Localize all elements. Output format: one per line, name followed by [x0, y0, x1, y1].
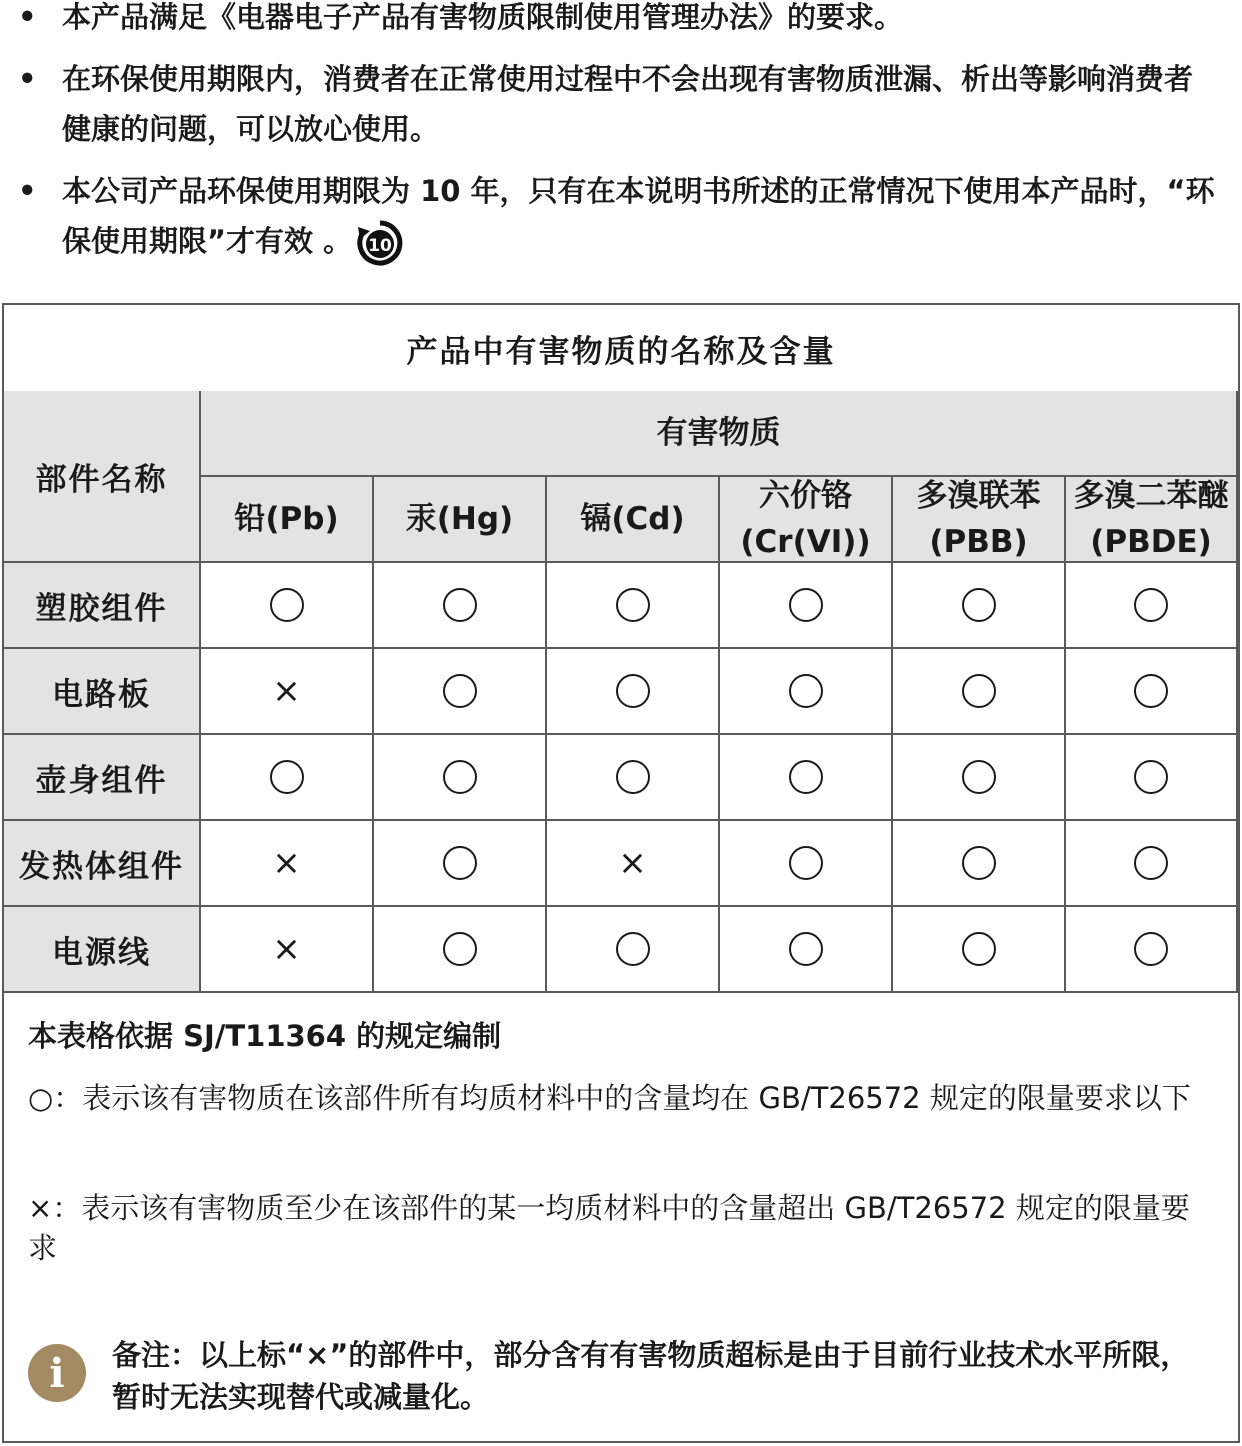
bullet-text	[62, 166, 1222, 267]
column-header	[1066, 477, 1238, 563]
compliant-circle-mark	[616, 588, 650, 622]
column-header-line1: 汞(Hg)	[405, 501, 514, 537]
table-cell	[374, 821, 547, 907]
table-cell	[547, 821, 720, 907]
table-cell	[1066, 563, 1238, 649]
notes-title: 本表格依据 SJ/T11364 的规定编制	[28, 1019, 502, 1053]
table-cell	[720, 563, 893, 649]
table-cell	[374, 563, 547, 649]
compliant-circle-mark	[962, 674, 996, 708]
table-cell	[547, 907, 720, 993]
compliant-circle-mark	[270, 588, 304, 622]
column-header-line1: 六价铬	[759, 478, 852, 514]
table-cell	[547, 563, 720, 649]
compliant-circle-mark	[1134, 588, 1168, 622]
bullet-dot: •	[18, 0, 37, 34]
table-cell	[201, 649, 374, 735]
table-cell	[547, 735, 720, 821]
table-cell	[374, 649, 547, 735]
row-part-name: 发热体组件	[4, 821, 201, 907]
column-header	[374, 477, 547, 563]
eco-label-text: 10	[368, 236, 392, 256]
table-cell	[893, 649, 1066, 735]
remark-text: 备注：以上标“×”的部件中，部分含有有害物质超标是由于目前行业技术水平所限，暂时无法实现替代或减量化。	[112, 1338, 1190, 1414]
table-title: 产品中有害物质的名称及含量	[4, 305, 1238, 393]
exceeds-cross-mark: ×	[618, 843, 647, 883]
table-cell	[201, 563, 374, 649]
table-cell	[201, 735, 374, 821]
compliant-circle-mark	[270, 760, 304, 794]
table-cell	[893, 735, 1066, 821]
table-cell	[1066, 735, 1238, 821]
column-header	[547, 477, 720, 563]
table-cell	[201, 821, 374, 907]
column-header-line1: 铅(Pb)	[234, 501, 339, 537]
column-header-line2: (PBB)	[929, 524, 1028, 560]
compliant-circle-mark	[789, 674, 823, 708]
circle-note: ○：表示该有害物质在该部件所有均质材料中的含量均在 GB/T26572 规定的限量要求以下	[28, 1081, 1191, 1115]
compliant-circle-mark	[443, 674, 477, 708]
compliant-circle-mark	[962, 932, 996, 966]
exceeds-cross-mark: ×	[272, 843, 301, 883]
column-header-line1: 多溴二苯醚	[1073, 478, 1229, 514]
exceeds-cross-mark: ×	[272, 671, 301, 711]
part-name-header: 部件名称	[4, 391, 201, 563]
row-part-name: 电路板	[4, 649, 201, 735]
column-header-line2: (Cr(VI))	[740, 524, 871, 560]
compliant-circle-mark	[789, 760, 823, 794]
column-header	[893, 477, 1066, 563]
compliant-circle-mark	[616, 760, 650, 794]
column-header	[201, 477, 374, 563]
compliant-circle-mark	[443, 760, 477, 794]
compliant-circle-mark	[1134, 846, 1168, 880]
table-cell	[374, 735, 547, 821]
bullet-text: 在环保使用期限内，消费者在正常使用过程中不会出现有害物质泄漏、析出等影响消费者健康的问题，可以放心使用。	[62, 62, 1194, 146]
row-part-name: 电源线	[4, 907, 201, 993]
table-cell	[201, 907, 374, 993]
compliant-circle-mark	[789, 588, 823, 622]
info-icon: i	[28, 1344, 86, 1402]
table-cell	[893, 563, 1066, 649]
column-header-line1: 多溴联苯	[916, 478, 1041, 514]
table-cell	[720, 735, 893, 821]
table-cell	[1066, 907, 1238, 993]
row-part-name: 塑胶组件	[4, 563, 201, 649]
table-cell	[720, 907, 893, 993]
bullet-dot: •	[18, 62, 37, 96]
row-part-name: 壶身组件	[4, 735, 201, 821]
compliant-circle-mark	[443, 932, 477, 966]
table-cell	[1066, 821, 1238, 907]
compliant-circle-mark	[789, 932, 823, 966]
table-cell	[1066, 649, 1238, 735]
table-cell	[893, 821, 1066, 907]
compliant-circle-mark	[962, 760, 996, 794]
column-header	[720, 477, 893, 563]
eco-10-year-icon	[356, 219, 404, 267]
bullet-dot: •	[18, 174, 37, 208]
table-cell	[547, 649, 720, 735]
bullet-text-content: 本公司产品环保使用期限为 10 年，只有在本说明书所述的正常情况下使用本产品时，“环保使用期限”才有效 。	[62, 174, 1215, 258]
column-header-line1: 镉(Cd)	[580, 501, 685, 537]
compliant-circle-mark	[616, 674, 650, 708]
compliant-circle-mark	[789, 846, 823, 880]
table-cell	[893, 907, 1066, 993]
cross-note: ×：表示该有害物质至少在该部件的某一均质材料中的含量超出 GB/T26572 规定的限量要求	[28, 1191, 1190, 1265]
compliant-circle-mark	[1134, 674, 1168, 708]
bullet-text: 本产品满足《电器电子产品有害物质限制使用管理办法》的要求。	[62, 0, 904, 34]
table-cell	[720, 649, 893, 735]
column-header-line2: (PBDE)	[1090, 524, 1212, 560]
hazardous-substance-table	[2, 303, 1240, 1443]
compliant-circle-mark	[1134, 932, 1168, 966]
compliant-circle-mark	[443, 588, 477, 622]
substance-header: 有害物质	[201, 391, 1238, 477]
exceeds-cross-mark: ×	[272, 929, 301, 969]
compliant-circle-mark	[443, 846, 477, 880]
compliant-circle-mark	[962, 846, 996, 880]
table-cell	[374, 907, 547, 993]
compliant-circle-mark	[616, 932, 650, 966]
compliant-circle-mark	[962, 588, 996, 622]
table-cell	[720, 821, 893, 907]
compliant-circle-mark	[1134, 760, 1168, 794]
